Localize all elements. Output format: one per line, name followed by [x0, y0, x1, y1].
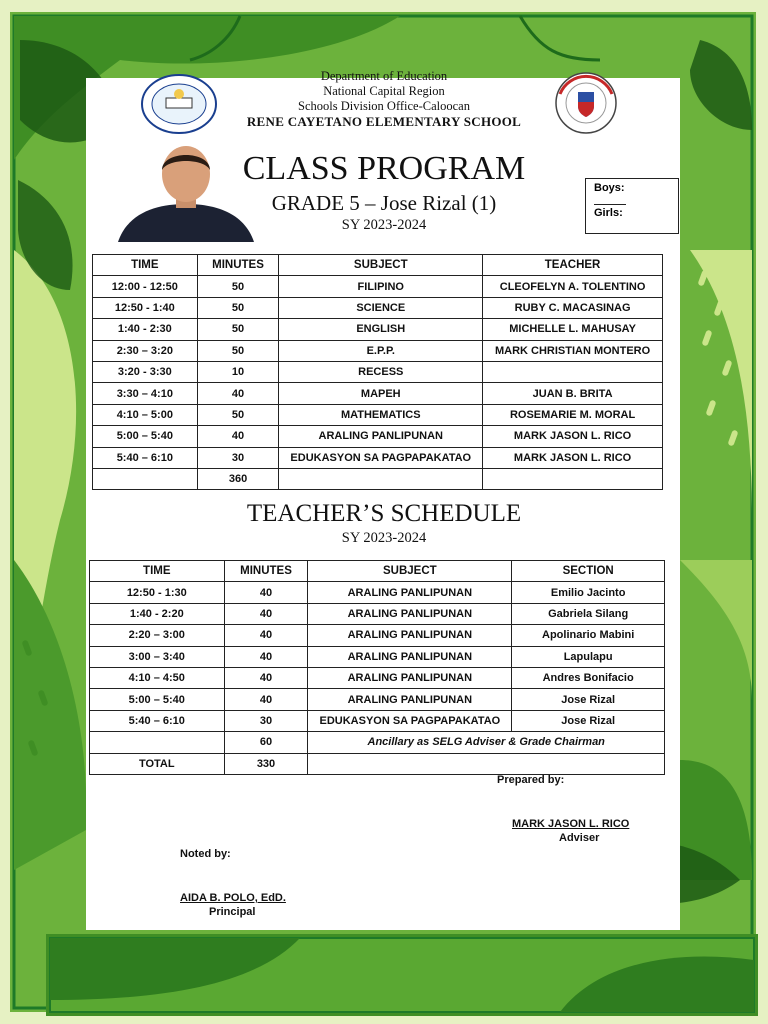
minutes-cell: 40	[224, 646, 308, 667]
section-cell: Gabriela Silang	[512, 603, 665, 624]
subject-cell: ENGLISH	[279, 319, 483, 340]
empty-cell	[483, 468, 663, 489]
noted-by-name: AIDA B. POLO, EdD.	[180, 892, 286, 904]
minutes-cell: 40	[224, 582, 308, 603]
table-row	[90, 646, 665, 667]
table-row	[90, 667, 665, 688]
subject-cell: EDUKASYON SA PAGPAPAKATAO	[279, 447, 483, 468]
time-cell: 4:10 – 5:00	[93, 404, 198, 425]
subject-cell: ARALING PANLIPUNAN	[308, 603, 512, 624]
empty-cell	[93, 468, 198, 489]
table-row	[90, 625, 665, 646]
time-cell: 12:50 - 1:40	[93, 297, 198, 318]
column-header: TIME	[93, 255, 198, 276]
teacher-cell: JUAN B. BRITA	[483, 383, 663, 404]
time-cell: 2:30 – 3:20	[93, 340, 198, 361]
column-header: TEACHER	[483, 255, 663, 276]
subject-cell: FILIPINO	[279, 276, 483, 297]
enrollment-box	[585, 178, 679, 234]
subject-cell: E.P.P.	[279, 340, 483, 361]
subject-cell: ARALING PANLIPUNAN	[308, 582, 512, 603]
table-row	[93, 383, 663, 404]
minutes-cell: 40	[224, 667, 308, 688]
subject-cell: ARALING PANLIPUNAN	[279, 426, 483, 447]
boys-underline	[594, 204, 626, 205]
class-program-table	[92, 254, 663, 490]
teacher-cell: MICHELLE L. MAHUSAY	[483, 319, 663, 340]
time-cell: 3:20 - 3:30	[93, 361, 198, 382]
teacher-schedule-title: TEACHER’S SCHEDULE	[246, 500, 522, 527]
section-cell: Apolinario Mabini	[512, 625, 665, 646]
table-row	[93, 447, 663, 468]
table-row	[93, 361, 663, 382]
time-cell: 5:40 – 6:10	[90, 710, 225, 731]
teacher-cell: MARK CHRISTIAN MONTERO	[483, 340, 663, 361]
empty-cell	[308, 753, 665, 774]
table-row	[93, 276, 663, 297]
table-row	[90, 710, 665, 731]
teacher-cell: RUBY C. MACASINAG	[483, 297, 663, 318]
column-header: MINUTES	[224, 561, 308, 582]
minutes-cell: 40	[224, 603, 308, 624]
time-cell: 2:20 – 3:00	[90, 625, 225, 646]
table-header-row	[93, 255, 663, 276]
table-row	[93, 297, 663, 318]
total-minutes-cell: 360	[197, 468, 279, 489]
region-name: National Capital Region	[323, 84, 445, 98]
time-cell: 3:00 – 3:40	[90, 646, 225, 667]
teacher-cell: MARK JASON L. RICO	[483, 447, 663, 468]
ancillary-row	[90, 732, 665, 753]
subject-cell: SCIENCE	[279, 297, 483, 318]
time-cell: 1:40 - 2:20	[90, 603, 225, 624]
column-header: TIME	[90, 561, 225, 582]
empty-cell	[90, 732, 225, 753]
minutes-cell: 40	[197, 383, 279, 404]
time-cell: 12:50 - 1:30	[90, 582, 225, 603]
time-cell: 3:30 – 4:10	[93, 383, 198, 404]
table-row	[93, 340, 663, 361]
time-cell: 4:10 – 4:50	[90, 667, 225, 688]
teacher-cell: CLEOFELYN A. TOLENTINO	[483, 276, 663, 297]
minutes-cell: 40	[197, 426, 279, 447]
grade-section: GRADE 5 – Jose Rizal (1)	[271, 191, 497, 215]
table-row	[90, 603, 665, 624]
section-cell: Lapulapu	[512, 646, 665, 667]
column-header: SUBJECT	[308, 561, 512, 582]
prepared-by-name: MARK JASON L. RICO	[512, 818, 630, 830]
class-program-title: CLASS PROGRAM	[242, 150, 526, 187]
section-cell: Jose Rizal	[512, 710, 665, 731]
class-program-sy: SY 2023-2024	[341, 217, 427, 233]
school-name: RENE CAYETANO ELEMENTARY SCHOOL	[246, 114, 522, 129]
subject-cell: ARALING PANLIPUNAN	[308, 667, 512, 688]
minutes-cell: 40	[224, 625, 308, 646]
table-row	[93, 404, 663, 425]
total-label-cell: TOTAL	[90, 753, 225, 774]
time-cell: 5:00 – 5:40	[93, 426, 198, 447]
time-cell: 12:00 - 12:50	[93, 276, 198, 297]
ancillary-minutes-cell: 60	[224, 732, 308, 753]
section-cell: Emilio Jacinto	[512, 582, 665, 603]
teacher-schedule-table	[89, 560, 665, 775]
minutes-cell: 50	[197, 276, 279, 297]
boys-label: Boys:	[594, 182, 625, 194]
table-row	[90, 689, 665, 710]
minutes-cell: 50	[197, 404, 279, 425]
table-row	[90, 582, 665, 603]
subject-cell: ARALING PANLIPUNAN	[308, 625, 512, 646]
time-cell: 5:00 – 5:40	[90, 689, 225, 710]
table-row	[93, 319, 663, 340]
empty-cell	[279, 468, 483, 489]
prepared-by-title: Adviser	[559, 832, 600, 844]
section-cell: Andres Bonifacio	[512, 667, 665, 688]
total-row	[90, 753, 665, 774]
noted-by-title: Principal	[209, 906, 256, 918]
teacher-schedule-sy: SY 2023-2024	[341, 530, 427, 546]
minutes-cell: 50	[197, 319, 279, 340]
total-minutes-cell: 330	[224, 753, 308, 774]
noted-by-label: Noted by:	[180, 848, 231, 860]
minutes-cell: 30	[197, 447, 279, 468]
minutes-cell: 30	[224, 710, 308, 731]
teacher-cell: ROSEMARIE M. MORAL	[483, 404, 663, 425]
subject-cell: EDUKASYON SA PAGPAPAKATAO	[308, 710, 512, 731]
subject-cell: ARALING PANLIPUNAN	[308, 646, 512, 667]
subject-cell: MATHEMATICS	[279, 404, 483, 425]
minutes-cell: 50	[197, 340, 279, 361]
subject-cell: MAPEH	[279, 383, 483, 404]
minutes-cell: 50	[197, 297, 279, 318]
table-header-row	[90, 561, 665, 582]
minutes-cell: 10	[197, 361, 279, 382]
teacher-cell	[483, 361, 663, 382]
total-row	[93, 468, 663, 489]
ancillary-description: Ancillary as SELG Adviser & Grade Chairman	[308, 732, 665, 753]
girls-label: Girls:	[594, 207, 623, 219]
subject-cell: ARALING PANLIPUNAN	[308, 689, 512, 710]
prepared-by-label: Prepared by:	[497, 774, 565, 786]
division-name: Schools Division Office-Caloocan	[298, 99, 470, 113]
column-header: MINUTES	[197, 255, 279, 276]
time-cell: 5:40 – 6:10	[93, 447, 198, 468]
column-header: SECTION	[512, 561, 665, 582]
teacher-cell: MARK JASON L. RICO	[483, 426, 663, 447]
column-header: SUBJECT	[279, 255, 483, 276]
time-cell: 1:40 - 2:30	[93, 319, 198, 340]
table-row	[93, 426, 663, 447]
minutes-cell: 40	[224, 689, 308, 710]
department-name: Department of Education	[320, 69, 448, 83]
subject-cell: RECESS	[279, 361, 483, 382]
section-cell: Jose Rizal	[512, 689, 665, 710]
